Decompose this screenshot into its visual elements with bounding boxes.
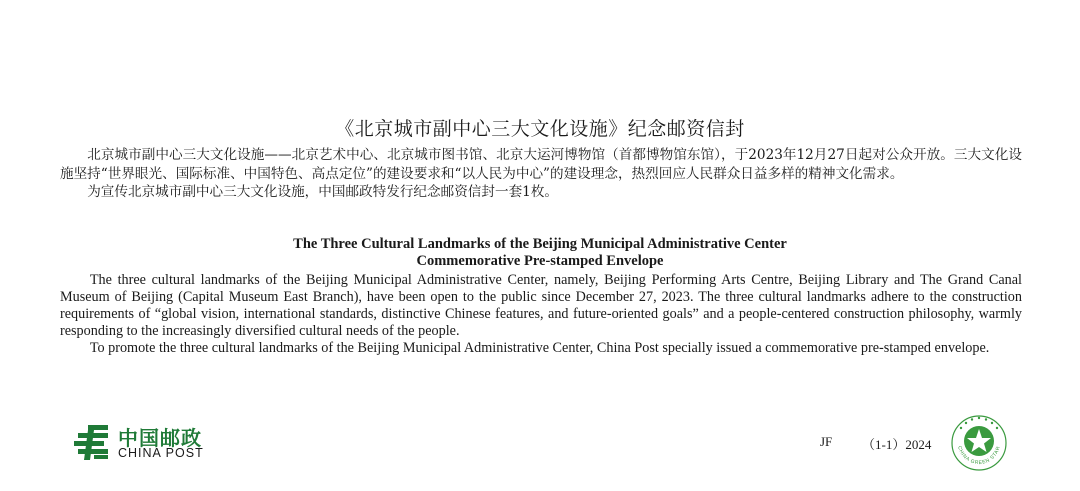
issue-code-prefix: JF [820,434,833,449]
chinese-body [60,146,1022,202]
chinese-paragraph-2: 为宣传北京城市副中心三大文化设施，中国邮政特发行纪念邮资信封一套1枚。 [87,184,559,201]
english-title [0,236,1080,269]
chinese-title: 《北京城市副中心三大文化设施》纪念邮资信封 [335,118,745,140]
logo-chinese-name: 中国邮政 [118,426,202,450]
english-title-line-1: The Three Cultural Landmarks of the Beijing Municipal Administrative Center [293,236,787,252]
chinese-paragraph-1: 北京城市副中心三大文化设施——北京艺术中心、北京城市图书馆、北京大运河博物馆（首都博物馆东馆），于2023年12月27日起对公众开放。三大文化设施坚持“世界眼光、国际标准、中国特色、高点定位”的建设要求和“以人民为中心”的建设理念，热烈回应人民群众日益多样的精神文化需求。 [60,147,1022,182]
logo-english-name: CHINA POST [118,446,204,460]
china-post-emblem-icon [74,424,112,460]
english-paragraph-2: To promote the three cultural landmarks of the Beijing Municipal Administrative Center, China Post specially issued a commemorative pre-stamped envelope. [89,340,990,356]
badge-text: CHINA GREEN STAR [956,445,1002,467]
china-post-logo [74,422,214,462]
issue-code-number: （1-1）2024 [862,437,932,452]
english-body [60,272,1022,357]
english-paragraph-1: The three cultural landmarks of the Beijing Municipal Administrative Center, namely, Beijing Performing Arts Centre, Beijing Library and The Grand Canal Museum of Beijing (Capital Museum East Branch), have been open to the public since December 27, 2023. The three cultural landmarks adhere to the construction requirements of “global vision, international standards, distinctive Chinese features, and future-oriented goals” and a people-centered construction philosophy, warmly responding to the increasingly diversified cultural needs of the people. [60,272,1022,339]
china-green-star-icon [950,414,1008,472]
english-title-line-2: Commemorative Pre-stamped Envelope [416,252,664,269]
